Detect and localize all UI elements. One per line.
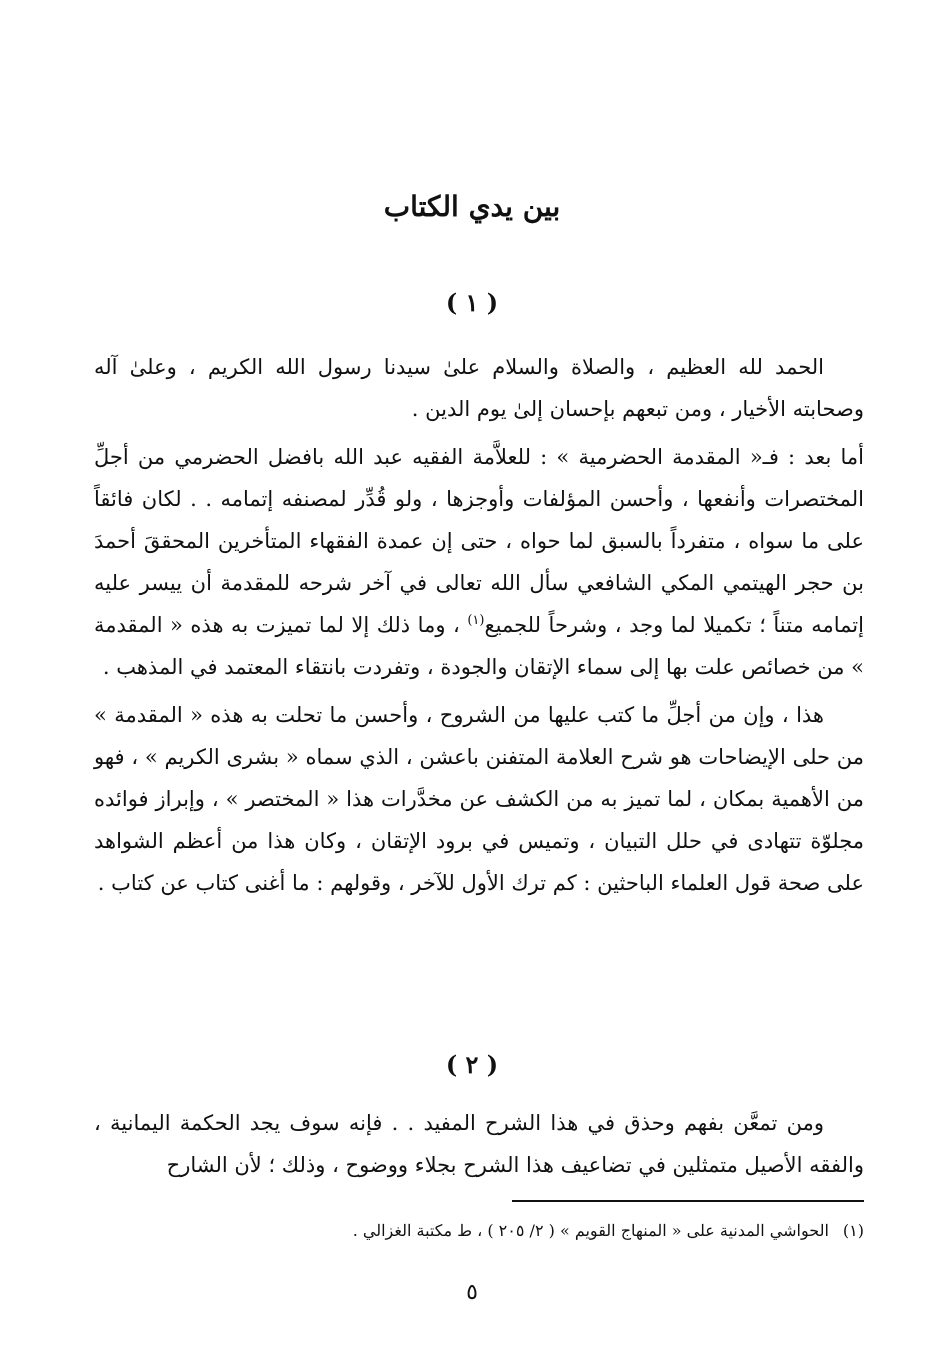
footnote-number: (١)	[842, 1221, 864, 1240]
paragraph-amma-bad-text: أما بعد : فـ« المقدمة الحضرمية » : للعلاَّمة الفقيه عبد الله بافضل الحضرمي من أجلِّ المختصرات وأنفعها ، وأحسن المؤلفات وأوجزها ، ولو قُدِّر لمصنفه إتمامه . . لكان فائقاً على ما سواه ، متفرداً بالسبق لما حواه ، حتى إن عمدة الفقهاء المتأخرين المحققَ أحمدَ بن حجر الهيتمي المكي الشافعي سأل الله تعالى في آخر شرحه للمقدمة أن ييسر عليه إتمامه متناً ؛ تكميلا لما وجد ، وشرحاً للجميع	[94, 445, 864, 637]
paragraph-section-2: ومن تمعَّن بفهم وحذق في هذا الشرح المفيد . . فإنه سوف يجد الحكمة اليمانية ، والفقه الأصيل متمثلين في تضاعيف هذا الشرح بجلاء ووضوح ، وذلك ؛ لأن الشارح	[94, 1111, 864, 1177]
paragraph-hadha: هذا ، وإن من أجلِّ ما كتب عليها من الشروح ، وأحسن ما تحلت به هذه « المقدمة » من حلى الإيضاحات هو شرح العلامة المتفنن باعشن ، الذي سماه « بشرى الكريم » ، فهو من الأهمية بمكان ، لما تميز به من الكشف عن مخدَّرات هذا « المختصر » ، وإبراز فوائده مجلوّة تتهادى في حلل التبيان ، وتميس في برود الإتقان ، وكان هذا من أعظم الشواهد على صحة قول العلماء الباحثين : كم ترك الأول للآخر ، وقولهم : ما أغنى كتاب عن كتاب .	[94, 703, 864, 895]
footnote-text: الحواشي المدنية على « المنهاج القويم » ( ٢/ ٢٠٥ ) ، ط مكتبة الغزالي .	[352, 1221, 829, 1240]
page-title: بين يدي الكتاب	[383, 190, 561, 223]
footnote	[94, 1218, 864, 1244]
section-number-2: ( ٢ )	[445, 1050, 499, 1079]
section-2-body	[94, 1102, 864, 1186]
paragraph-amma-bad	[94, 436, 864, 688]
footnote-divider	[512, 1200, 864, 1202]
section-number-1: ( ١ )	[445, 288, 499, 317]
paragraph-opening: الحمد لله العظيم ، والصلاة والسلام علىٰ سيدنا رسول الله الكريم ، وعلىٰ آله وصحابته الأخيار ، ومن تبعهم بإحسان إلىٰ يوم الدين .	[94, 355, 864, 421]
section-1-body	[94, 346, 864, 904]
page-number: ٥	[466, 1280, 478, 1305]
footnote-ref-1[interactable]: (١)	[467, 613, 485, 628]
paragraph-amma-bad-cont: ، وما ذلك إلا لما تميزت به هذه « المقدمة » من خصائص علت بها إلى سماء الإتقان والجودة ، وتفردت بانتقاء المعتمد في المذهب .	[94, 613, 864, 679]
